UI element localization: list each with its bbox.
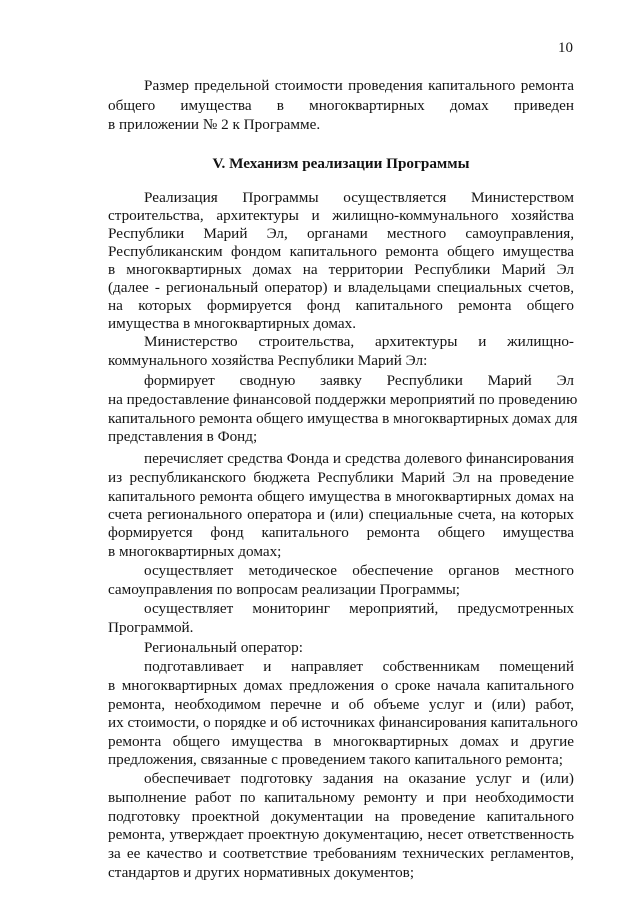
text-line: (далее - региональный оператор) и владельцами специальных счетов, — [108, 279, 574, 296]
text-line: представления в Фонд; — [108, 428, 258, 445]
text-line: в многоквартирных домах; — [108, 543, 282, 560]
text-line: счета регионального оператора и (или) специальные счета, на которых — [108, 506, 574, 523]
text-line: подготавливает и направляет собственникам помещений — [144, 658, 574, 675]
text-line: ремонта общего имущества в многоквартирных домах и другие — [108, 733, 574, 750]
text-line: перечисляет средства Фонда и средства долевого финансирования — [144, 450, 574, 467]
text-line: Размер предельной стоимости проведения капитального ремонта — [144, 77, 574, 94]
text-line: в многоквартирных домах на территории Республики Марий Эл — [108, 261, 574, 278]
text-line: на предоставление финансовой поддержки мероприятий по проведению — [108, 391, 578, 408]
text-line: капитального ремонта общего имущества в многоквартирных домах на — [108, 488, 574, 505]
text-line: коммунального хозяйства Республики Марий Эл: — [108, 352, 428, 369]
text-line: обеспечивает подготовку задания на оказание услуг и (или) — [144, 770, 574, 787]
text-line: Министерство строительства, архитектуры и жилищно- — [144, 333, 574, 350]
text-line: самоуправления по вопросам реализации Программы; — [108, 581, 461, 598]
text-line: Республиканским фондом капитального ремонта общего имущества — [108, 243, 574, 260]
text-line: за ее качество и соответствие требованиям технических регламентов, — [108, 845, 574, 862]
text-line: капитального ремонта общего имущества в многоквартирных домах для — [108, 410, 578, 427]
text-line: Программой. — [108, 619, 194, 636]
text-line: на которых формируется фонд капитального ремонта общего — [108, 297, 574, 314]
text-line: осуществляет методическое обеспечение органов местного — [144, 562, 574, 579]
text-line: ремонта, необходимом перечне и об объеме услуг и (или) работ, — [108, 696, 574, 713]
text-line: осуществляет мониторинг мероприятий, предусмотренных — [144, 600, 574, 617]
text-line: общего имущества в многоквартирных домах приведен — [108, 97, 574, 114]
text-line: стандартов и других нормативных документов; — [108, 864, 415, 881]
text-line: предложения, связанные с проведением такого капитального ремонта; — [108, 751, 563, 768]
text-line: формируется фонд капитального ремонта общего имущества — [108, 524, 574, 541]
text-line: выполнение работ по капитальному ремонту и при необходимости — [108, 789, 574, 806]
text-line: подготовку проектной документации на проведение капитального — [108, 808, 574, 825]
text-line: из республиканского бюджета Республики Марий Эл на проведение — [108, 469, 574, 486]
text-line: Региональный оператор: — [144, 639, 303, 656]
text-line: формирует сводную заявку Республики Марий Эл — [144, 372, 574, 389]
page-number: 10 — [558, 40, 573, 56]
text-line: в приложении № 2 к Программе. — [108, 116, 321, 133]
text-line: в многоквартирных домах предложения о сроке начала капитального — [108, 677, 574, 694]
section-heading: V. Механизм реализации Программы — [212, 155, 470, 172]
text-line: ремонта, утверждает проектную документацию, несет ответственность — [108, 826, 574, 843]
text-line: их стоимости, о порядке и об источниках финансирования капитального — [108, 714, 578, 731]
text-line: Республики Марий Эл, органами местного самоуправления, — [108, 225, 574, 242]
text-line: Реализация Программы осуществляется Министерством — [144, 189, 574, 206]
text-line: имущества в многоквартирных домах. — [108, 315, 357, 332]
text-line: строительства, архитектуры и жилищно-коммунального хозяйства — [108, 207, 574, 224]
